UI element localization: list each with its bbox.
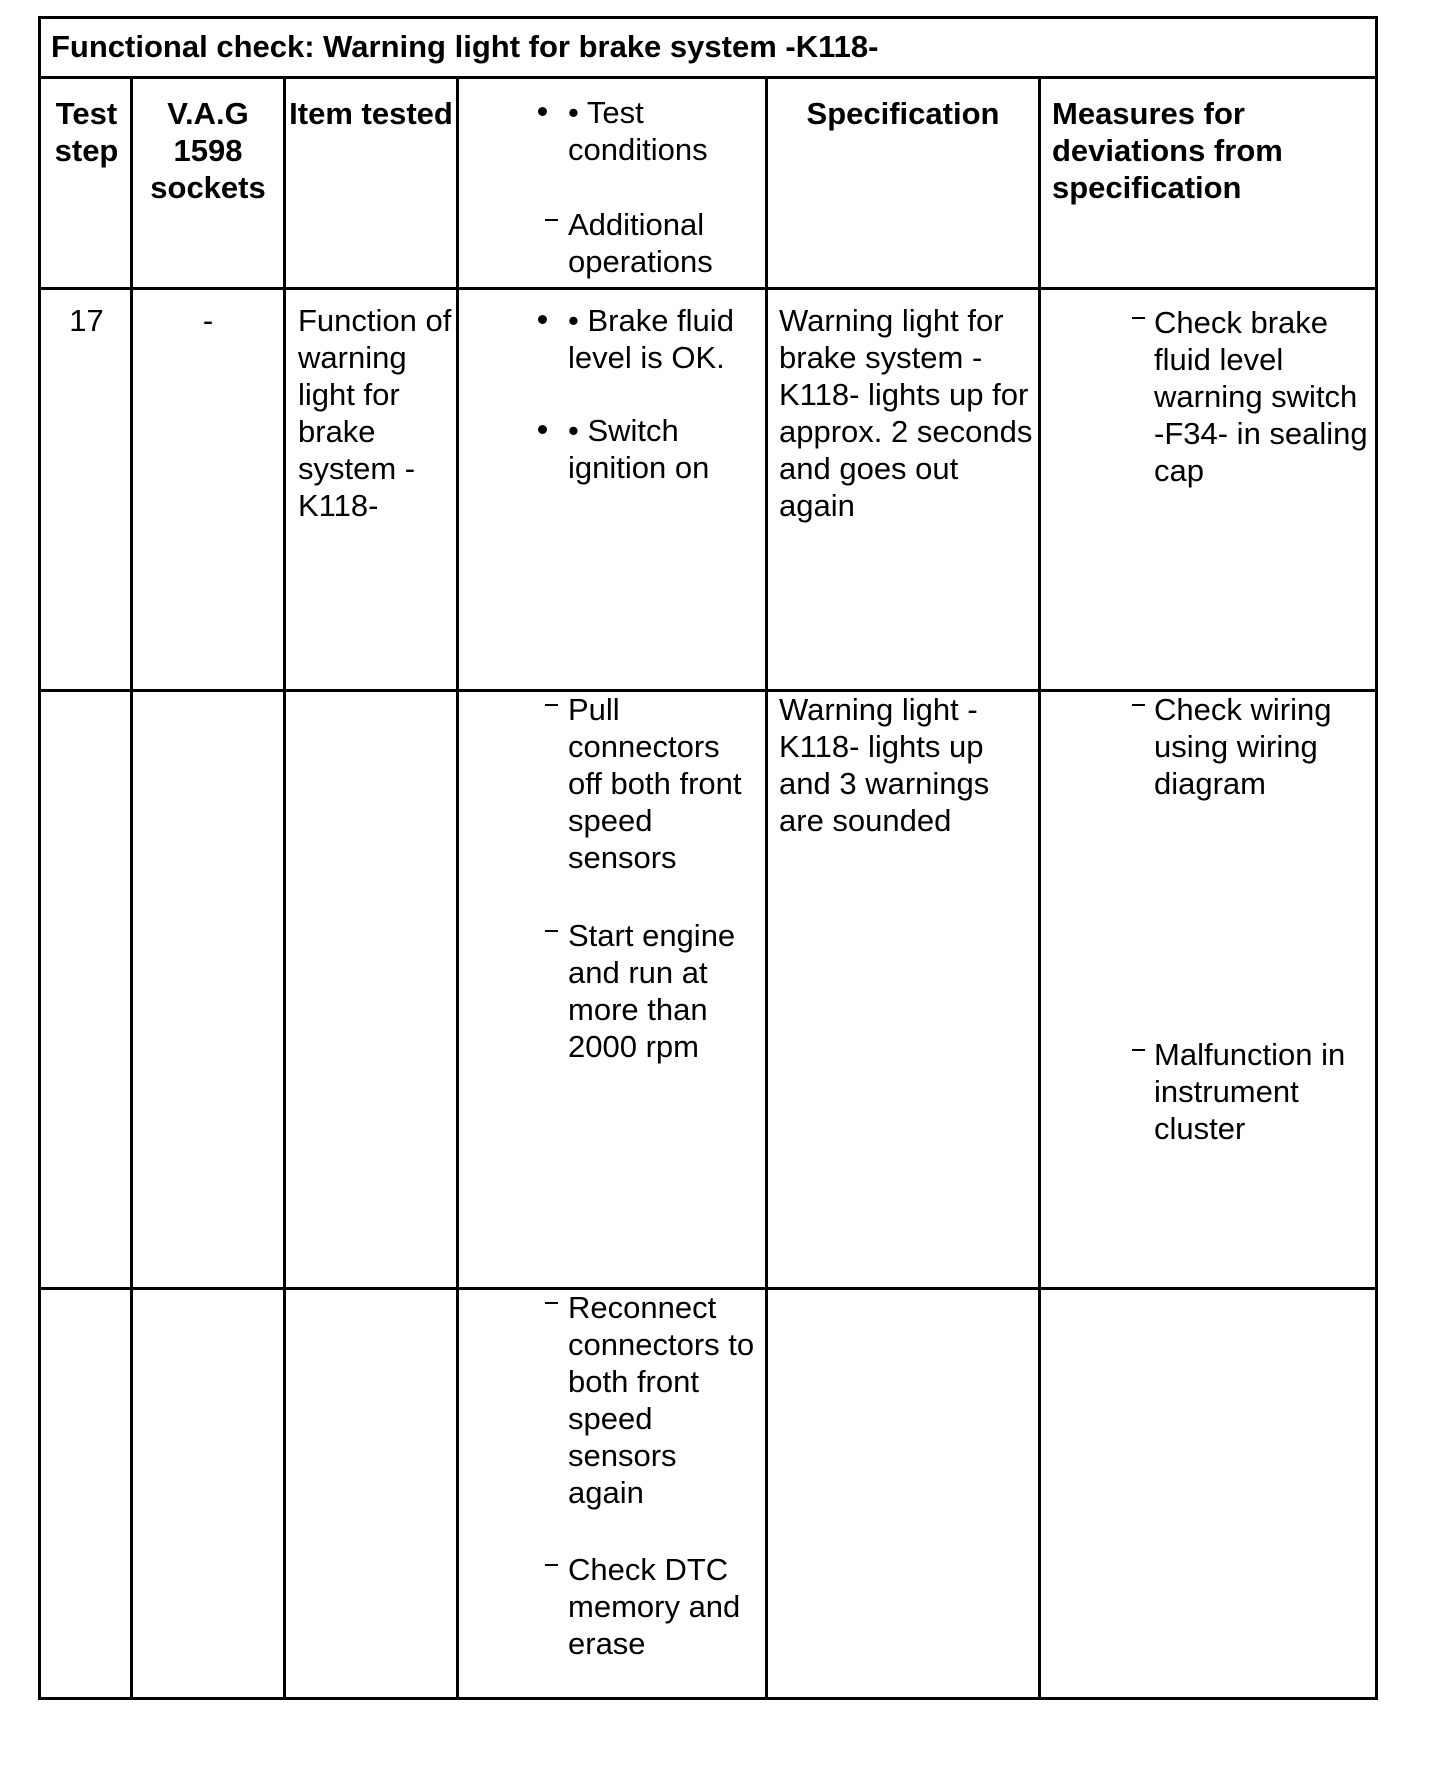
measure-item: Malfunction in instrument cluster [1154,1037,1346,1146]
header-test-conditions: • Test conditions [568,95,708,167]
row-divider [41,287,1375,290]
bullet-icon [538,425,547,434]
header-specification: Specification [806,96,1000,131]
header-test-step: Test step [54,96,119,168]
bullet-icon [538,107,547,116]
additional-operation: Start engine and run at more than 2000 rpm [568,918,736,1064]
additional-operation: Check DTC memory and erase [568,1552,741,1661]
header-item-tested: Item tested [289,96,453,131]
test-condition: • Switch ignition on [568,413,710,485]
dash-icon [545,704,558,706]
table-title: Functional check: Warning light for brake system -K118- [41,19,1375,79]
header-additional-operations: Additional operations [568,207,713,279]
specification-value: Warning light for brake system -K118- lights up for approx. 2 seconds and goes out again [779,303,1033,523]
header-measures: Measures for deviations from specification [1052,96,1283,205]
column-divider [1038,79,1041,1697]
column-divider [765,79,768,1697]
additional-operation: Pull connectors off both front speed sensors [568,692,742,875]
column-divider [456,79,459,1697]
specification-value: Warning light -K118- lights up and 3 warnings are sounded [779,692,990,838]
dash-icon [545,219,558,221]
additional-operation: Reconnect connectors to both front speed sensors again [568,1290,755,1510]
item-tested-value: Function of warning light for brake system -K118- [298,303,452,523]
test-condition: • Brake fluid level is OK. [568,303,734,375]
dash-icon [545,930,558,932]
dash-icon [1132,317,1145,319]
dash-icon [1132,704,1145,706]
dash-icon [545,1302,558,1304]
column-divider [283,79,286,1697]
header-vag-sockets: V.A.G 1598 sockets [150,96,266,205]
test-step-value: 17 [69,303,104,338]
measure-item: Check brake fluid level warning switch -F34- in sealing cap [1154,305,1368,488]
dash-icon [545,1564,558,1566]
dash-icon [1132,1049,1145,1051]
bullet-icon [538,315,547,324]
test-table [38,16,1378,1700]
sockets-value: - [202,303,214,338]
measure-item: Check wiring using wiring diagram [1154,692,1332,801]
